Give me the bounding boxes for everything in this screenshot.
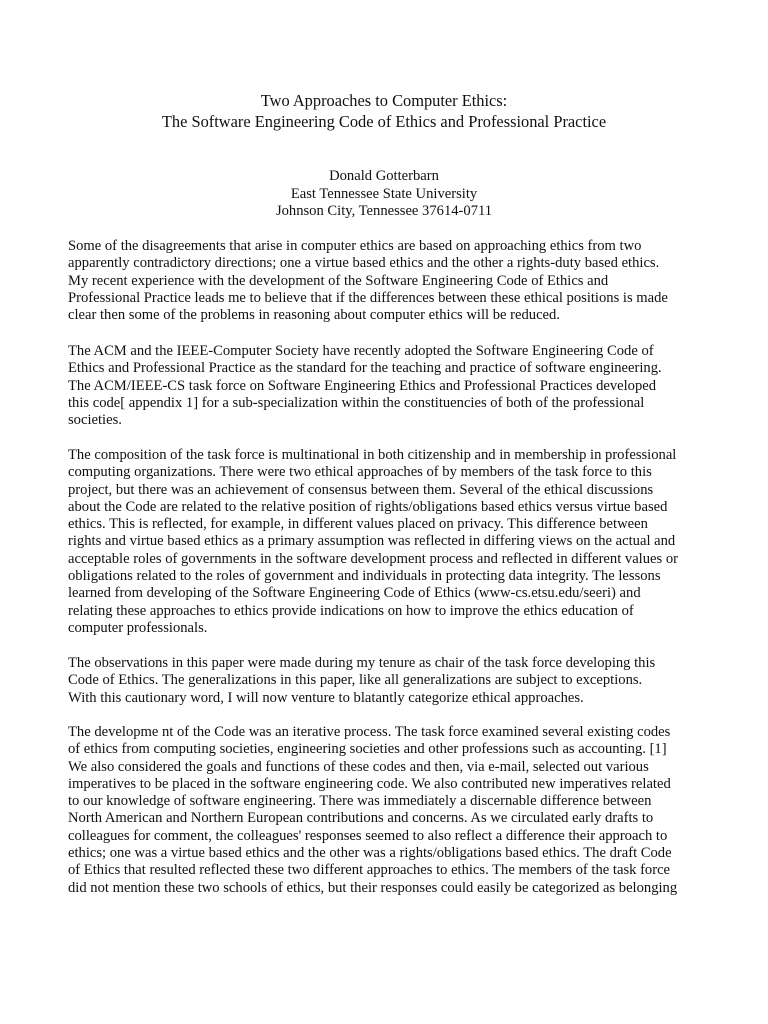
text-line: The composition of the task force is multinational in both citizenship and in membership in professional [68, 447, 677, 463]
text-line: ethics; one was a virtue based ethics and the other was a rights/obligations based ethics. The draft Code [68, 845, 672, 862]
text-line: The developme nt of the Code was an iterative process. The task force examined several existing codes [68, 724, 671, 740]
text-line: rights and virtue based ethics as a primary assumption was reflected in differing views on the actual and [68, 533, 676, 550]
text-line: The ACM and the IEEE-Computer Society have recently adopted the Software Engineering Code of [68, 343, 654, 359]
text-line: apparently contradictory directions; one a virtue based ethics and the other a rights-duty based ethics. [68, 255, 660, 272]
text-line: The ACM/IEEE-CS task force on Software Engineering Ethics and Professional Practices developed [68, 377, 657, 394]
paragraph-2 [68, 343, 708, 429]
paragraph-1 [68, 238, 708, 324]
text-line: acceptable roles of governments in the software development process and reflected in different values or [68, 550, 678, 567]
text-line: of Ethics that resulted reflected these two different approaches to ethics. The members of the task force [68, 862, 671, 879]
text-line: this code[ appendix 1] for a sub-specialization within the constituencies of both of the professional [68, 394, 645, 411]
text-line: With this cautionary word, I will now venture to blatantly categorize ethical approaches. [68, 689, 584, 706]
text-line: colleagues for comment, the colleagues' responses seemed to also reflect a difference their approach to [68, 827, 668, 844]
text-line: Code of Ethics. The generalizations in this paper, like all generalizations are subject to exceptions. [68, 672, 643, 689]
author-location: Johnson City, Tennessee 37614-0711 [275, 203, 493, 219]
text-line: relating these approaches to ethics provide indications on how to improve the ethics education of [68, 602, 634, 619]
text-line: computer professionals. [68, 619, 208, 636]
author-affiliation: East Tennessee State University [290, 185, 478, 202]
paragraph-5 [68, 724, 708, 897]
text-line: Some of the disagreements that arise in computer ethics are based on approaching ethics from two [68, 238, 642, 254]
text-line: learned from developing of the Software Engineering Code of Ethics (www-cs.etsu.edu/seeri) and [68, 585, 641, 602]
text-line: did not mention these two schools of ethics, but their responses could easily be categorized as belonging [68, 879, 678, 896]
text-line: to our knowledge of software engineering. There was immediately a discernable difference between [68, 793, 652, 810]
paragraph-4 [68, 655, 708, 707]
text-line: Ethics and Professional Practice as the standard for the teaching and practice of software engineering. [68, 360, 662, 377]
text-line: My recent experience with the development of the Software Engineering Code of Ethics and [68, 272, 609, 289]
author-name: Donald Gotterbarn [329, 168, 439, 184]
title-line-1: Two Approaches to Computer Ethics: [260, 91, 508, 110]
title-line-2: The Software Engineering Code of Ethics and Professional Practice [161, 112, 607, 131]
text-line: Professional Practice leads me to believe that if the differences between these ethical positions is made [68, 289, 668, 306]
paragraph-3 [68, 447, 708, 637]
text-line: about the Code are related to the relative position of rights/obligations based ethics versus virtue based [68, 498, 668, 515]
paper-title [0, 90, 768, 132]
text-line: We also considered the goals and functions of these codes and then, via e-mail, selected out various [68, 758, 649, 775]
text-line: clear then some of the problems in reasoning about computer ethics will be reduced. [68, 307, 560, 324]
text-line: obligations related to the roles of government and individuals in protecting data integrity. The lessons [68, 568, 661, 585]
text-line: ethics. This is reflected, for example, in different values placed on privacy. This difference between [68, 516, 648, 533]
text-line: project, but there was an achievement of consensus between them. Several of the ethical discussions [68, 481, 654, 498]
text-line: imperatives to be placed in the software engineering code. We also contributed new imperatives related [68, 775, 671, 792]
text-line: of ethics from computing societies, engineering societies and other professions such as accounting. [1] [68, 741, 667, 758]
text-line: The observations in this paper were made during my tenure as chair of the task force developing this [68, 655, 656, 671]
text-line: societies. [68, 412, 122, 429]
author-block [0, 168, 768, 221]
text-line: computing organizations. There were two ethical approaches of by members of the task force to this [68, 464, 652, 481]
text-line: North American and Northern European contributions and concerns. As we circulated early drafts to [68, 810, 654, 827]
